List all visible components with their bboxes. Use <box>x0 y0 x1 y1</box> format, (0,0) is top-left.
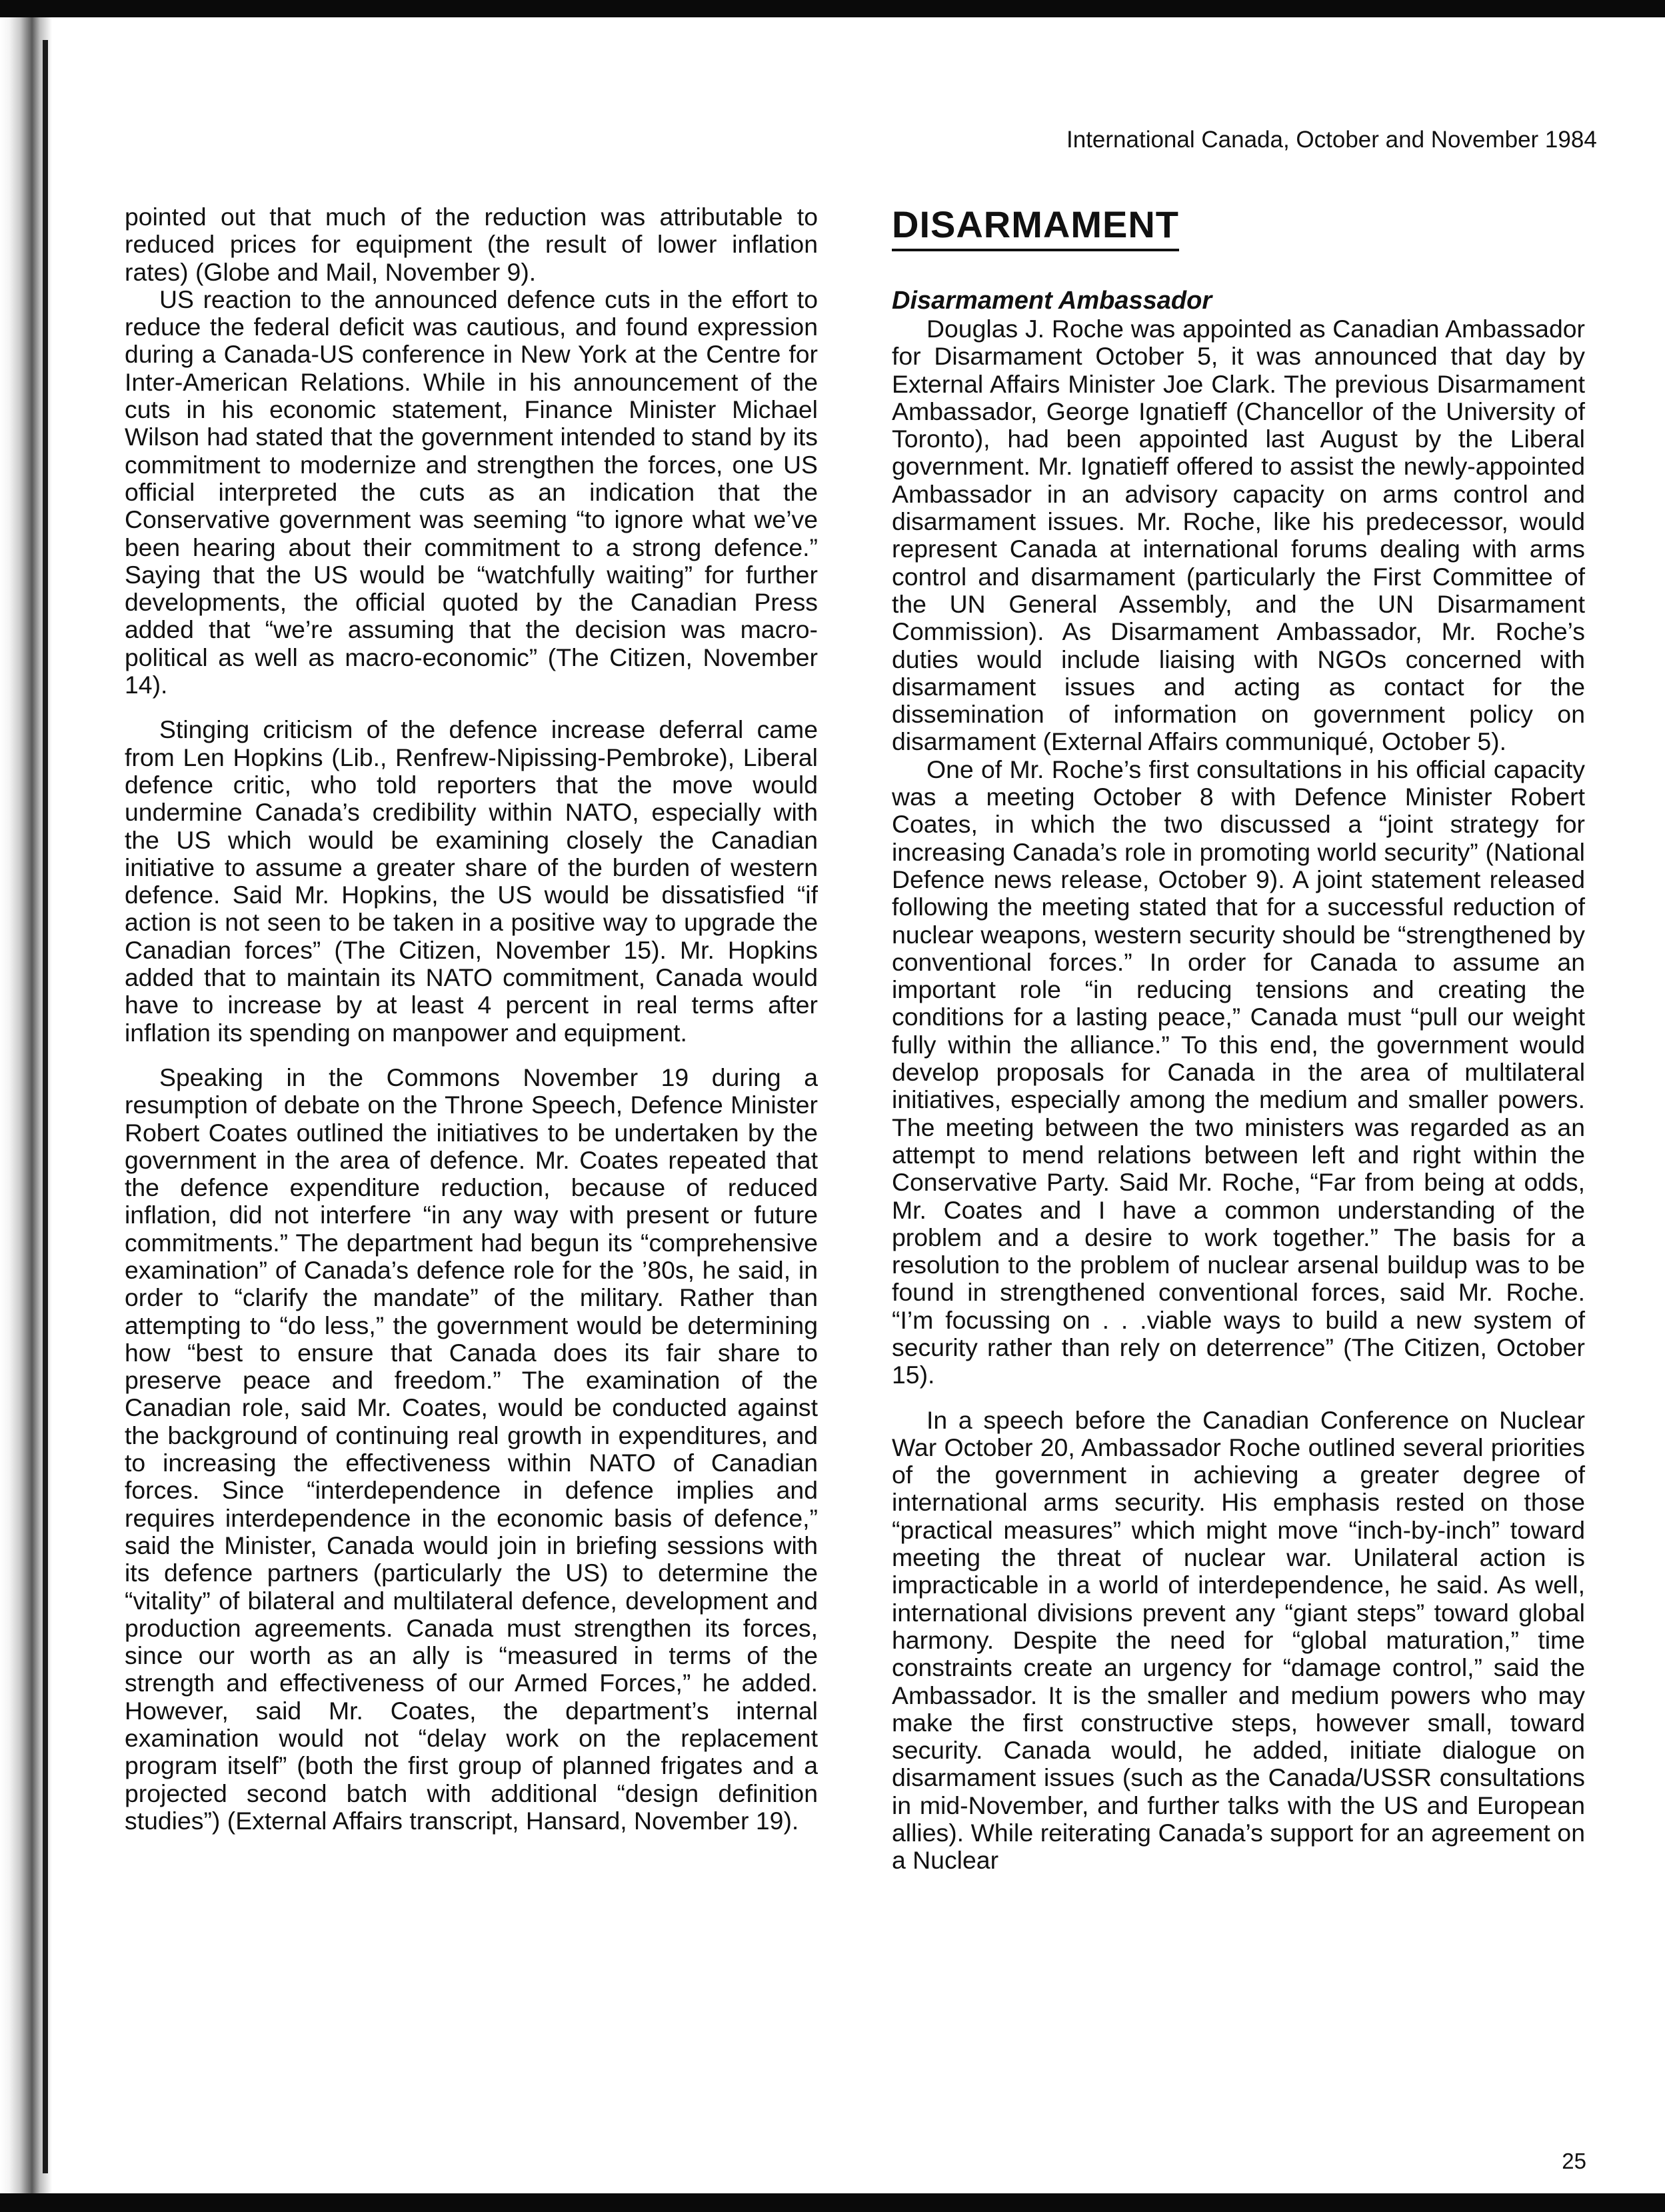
subsection-title: Disarmament Ambassador <box>892 287 1212 315</box>
page-number: 25 <box>1562 2149 1586 2173</box>
running-head: International Canada, October and November 1984 <box>1066 127 1597 153</box>
left-paragraph-4: Speaking in the Commons November 19 during a resumption of debate on the Throne Speech, Defence Minister Robert Coates outlined the initiatives to be undertaken by the government in the area of defence. Mr. Coates repeated that the defence expenditure reduction, because of reduced inflation, did not interfere “in any way with present or future commitments.” The department had begun its “comprehensive examination” of Canada’s defence role for the ’80s, he said, in order to “clarify the mandate” of the military. Rather than attempting to “do less,” the government would be determining how “best to ensure that Canada does its fair share to preserve peace and freedom.” The examination of the Canadian role, said Mr. Coates, would be conducted against the background of continuing real growth in expenditures, and to increasing the effectiveness within NATO of Canadian forces. Since “interdependence in defence implies and requires interdependence in the economic basis of defence,” said the Minister, Canada would join in briefing sessions with its defence partners (particularly the US) to determine the “vitality” of bilateral and multilateral defence, development and production agreements. Canada must strengthen its forces, since our worth as an ally is “measured in terms of the strength and effectiveness of our Armed Forces,” he added. However, said Mr. Coates, the department’s internal examination would not “delay work on the replacement program itself” (both the first group of planned frigates and a projected second batch with additional “design definition studies”) (External Affairs transcript, Hansard, November 19). <box>125 1063 818 1835</box>
left-paragraph-3: Stinging criticism of the defence increase deferral came from Len Hopkins (Lib., Renfrew-Nipissing-Pembroke), Liberal defence critic, who told reporters that the move would undermine Canada’s credibility within NATO, especially with the US which would be examining closely the Canadian initiative to assume a greater share of the burden of western defence. Said Mr. Hopkins, the US would be dissatisfied “if action is not seen to be taken in a positive way to upgrade the Canadian forces” (The Citizen, November 15). Mr. Hopkins added that to maintain its NATO commitment, Canada would have to increase by at least 4 percent in real terms after inflation its spending on manpower and equipment. <box>125 715 818 1047</box>
scan-border-top <box>0 0 1665 17</box>
right-paragraph-3: In a speech before the Canadian Conference on Nuclear War October 20, Ambassador Roche outlined several priorities of the government in achieving a greater degree of international arms security. His emphasis rested on those “practical measures” which might move “inch-by-inch” toward meeting the threat of nuclear war. Unilateral action is impracticable in a world of interdependence, he said. As well, international divisions prevent any “giant steps” toward global harmony. Despite the need for “global maturation,” time constraints create an urgency for “damage control,” said the Ambassador. It is the smaller and medium powers who may make the first constructive steps, however small, toward security. Canada would, he added, initiate dialogue on disarmament issues (such as the Canada/USSR consultations in mid-November, and further talks with the US and European allies). While reiterating Canada’s support for an agreement on a Nuclear <box>892 1405 1585 1875</box>
right-paragraph-2: One of Mr. Roche’s first consultations in his official capacity was a meeting October 8 with Defence Minister Robert Coates, in which the two discussed a “joint strategy for increasing Canada’s role in promoting world security” (National Defence news release, October 9). A joint statement released following the meeting stated that for a successful reduction of nuclear weapons, western security should be “strengthened by conventional forces.” In order for Canada to assume an important role “in reducing tensions and creating the conditions for a lasting peace,” Canada must “pull our weight fully within the alliance.” To this end, the government would develop proposals for Canada in the area of multilateral initiatives, especially among the medium and smaller powers. The meeting between the two ministers was regarded as an attempt to mend relations between left and right within the Conservative Party. Said Mr. Roche, “Far from being at odds, Mr. Coates and I have a common understanding of the problem and a desire to work together.” The basis for a resolution to the problem of nuclear arsenal buildup was to be found in strengthened conventional forces, said Mr. Roche. “I’m focussing on . . .viable ways to build a new system of security rather than rely on deterrence” (The Citizen, October 15). <box>892 755 1585 1389</box>
left-paragraph-1: pointed out that much of the reduction was attributable to reduced prices for equipment (the result of lower inflation rates) (Globe and Mail, November 9). <box>125 203 818 286</box>
section-title: DISARMAMENT <box>892 203 1179 251</box>
scan-border-bottom <box>0 2193 1665 2212</box>
scan-binding-shadow <box>43 40 48 2173</box>
left-column <box>125 203 818 1835</box>
right-paragraph-1: Douglas J. Roche was appointed as Canadian Ambassador for Disarmament October 5, it was announced that day by External Affairs Minister Joe Clark. The previous Disarmament Ambassador, George Ignatieff (Chancellor of the University of Toronto), had been appointed last August by the Liberal government. Mr. Ignatieff offered to assist the newly-appointed Ambassador in an advisory capacity on arms control and disarmament issues. Mr. Roche, like his predecessor, would represent Canada at international forums dealing with arms control and disarmament (particularly the First Committee of the UN General Assembly, and the UN Disarmament Commission). As Disarmament Ambassador, Mr. Roche’s duties would include liaising with NGOs concerned with disarmament issues and acting as contact for the dissemination of information on government policy on disarmament (External Affairs communiqué, October 5). <box>892 315 1585 756</box>
right-column <box>892 203 1585 1875</box>
left-paragraph-2: US reaction to the announced defence cuts in the effort to reduce the federal deficit was cautious, and found expression during a Canada-US conference in New York at the Centre for Inter-American Relations. While in his announcement of the cuts in his economic statement, Finance Minister Michael Wilson had stated that the government intended to stand by its commitment to modernize and strengthen the forces, one US official interpreted the cuts as an indication that the Conservative government was seeming “to ignore what we’ve been hearing about their commitment to a strong defence.” Saying that the US would be “watchfully waiting” for further developments, the official quoted by the Canadian Press added that “we’re assuming that the decision was macro-political as well as macro-economic” (The Citizen, November 14). <box>125 285 818 699</box>
